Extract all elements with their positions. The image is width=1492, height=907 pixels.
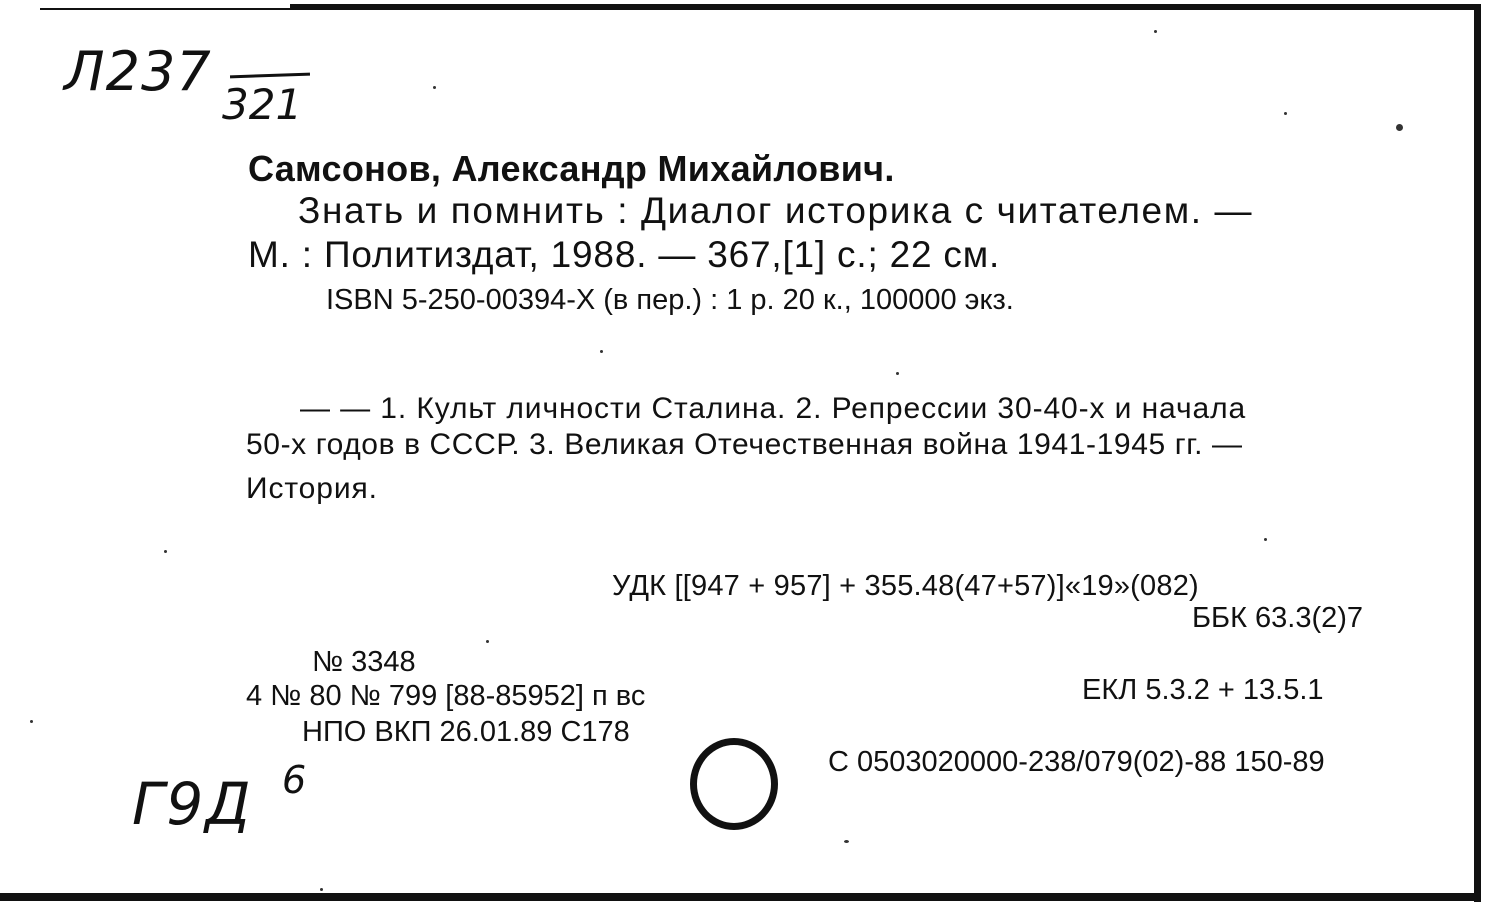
- speck: [30, 720, 33, 723]
- handwritten-shelf-mark: Л237: [64, 40, 212, 103]
- subjects-line-2: 50-х годов в СССР. 3. Великая Отечественная война 1941-1945 гг. —: [246, 428, 1243, 461]
- speck: [896, 372, 899, 375]
- npo-line: НПО ВКП 26.01.89 С178: [302, 716, 630, 748]
- speck: [164, 550, 167, 553]
- author-heading: Самсонов, Александр Михайлович.: [248, 148, 895, 189]
- ekl-code: ЕКЛ 5.3.2 + 13.5.1: [1082, 674, 1324, 706]
- handwritten-bottom-code: Г9Д: [132, 770, 253, 838]
- imprint-line: М. : Политиздат, 1988. — 367,[1] с.; 22 см.: [248, 234, 1001, 275]
- title-line: Знать и помнить : Диалог историка с читателем. —: [298, 190, 1254, 231]
- speck: [844, 840, 849, 843]
- rod-hole-circle: [690, 738, 778, 830]
- speck: [600, 350, 603, 353]
- subjects-line-1: — — 1. Культ личности Сталина. 2. Репрессии 30-40-х и начала: [300, 392, 1247, 425]
- shelf-sub-overline: [230, 73, 310, 79]
- isbn-line: ISBN 5-250-00394-X (в пер.) : 1 р. 20 к., 100000 экз.: [326, 284, 1014, 316]
- handwritten-shelf-sub: 321: [222, 80, 303, 129]
- c-code: С 0503020000-238/079(02)-88 150-89: [828, 746, 1325, 778]
- card-border-top-left: [40, 8, 290, 10]
- speck: [1264, 538, 1267, 541]
- speck: [1396, 124, 1403, 131]
- handwritten-bottom-superscript: 6: [282, 758, 307, 802]
- subjects-line-3: История.: [246, 472, 378, 505]
- card-border-top: [290, 4, 1480, 10]
- card-number: № 3348: [312, 646, 416, 678]
- speck: [486, 640, 489, 643]
- speck: [1284, 112, 1287, 115]
- speck: [320, 888, 323, 891]
- card-border-right: [1474, 4, 1481, 902]
- speck: [433, 86, 436, 89]
- bbk-code: ББК 63.3(2)7: [1192, 602, 1364, 634]
- speck: [1154, 30, 1157, 33]
- udk-code: УДК [[947 + 957] + 355.48(47+57)]«19»(082): [612, 570, 1199, 602]
- order-line: 4 № 80 № 799 [88-85952] п вс: [246, 680, 646, 712]
- card-border-bottom: [0, 893, 1481, 901]
